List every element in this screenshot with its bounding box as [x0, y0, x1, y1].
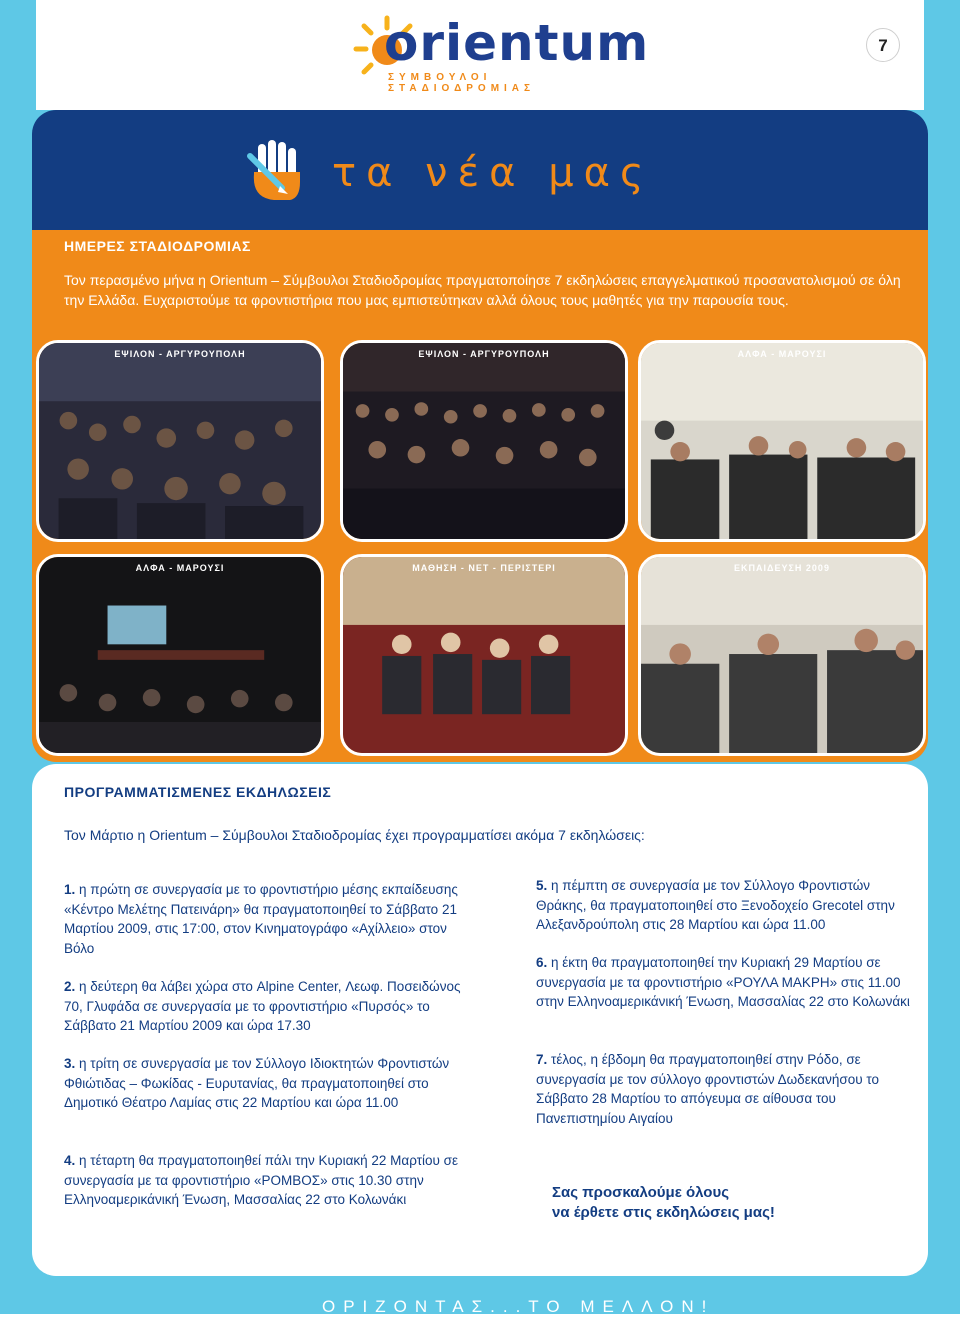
audience-photo [39, 557, 321, 753]
event-text: η έκτη θα πραγματοποιηθεί την Κυριακή 29 Μαρτίου σε συνεργασία με τα φροντιστήριο «ΡΟΥΛΑ ΜΑΚΡΗ» στις 11.00 στην Ελληνοαμερικάνική Ένωση, Μασσαλίας 22 στο Κολωνάκι [536, 955, 910, 1009]
event-text: η τρίτη σε συνεργασία με τον Σύλλογο Ιδιοκτητών Φροντιστών Φθιώτιδας – Φωκίδας - Ευρυτανίας, θα πραγματοποιηθεί στο Δημοτικό Θέατρο Λαμίας στις 22 Μαρτίου και ώρα 11.00 [64, 1056, 450, 1110]
event-item [64, 1151, 464, 1210]
page-number: 7 [866, 28, 900, 62]
section-intro: Τον περασμένο μήνα η Orientum – Σύμβουλοι Σταδιοδρομίας πραγματοποίησε 7 εκδηλώσεις επαγγελματικού προσανατολισμού σε όλη την Ελλάδα. Ευχαριστούμε τα φροντιστήρια που μας εμπιστεύτηκαν αλλά όλους τους μαθητές για την παρουσία τους. [64, 272, 901, 308]
hand-pencil-icon [244, 136, 308, 206]
invite-line: να έρθετε στις εκδηλώσεις μας! [552, 1204, 775, 1221]
photo-label: ΑΛΦΑ - ΜΑΡΟΥΣΙ [135, 563, 225, 573]
audience-photo [39, 343, 321, 539]
event-number: 3. [64, 1056, 76, 1071]
logo [300, 0, 650, 102]
event-item [64, 880, 474, 958]
event-photo [638, 340, 926, 542]
event-text: η δεύτερη θα λάβει χώρα στο Alpine Center, Λεωφ. Ποσειδώνος 70, Γλυφάδα σε συνεργασία με το φροντιστήριο «Πυρσός» το Σάββατο 21 Μαρτίου 2009 και ώρα 17.30 [64, 979, 461, 1033]
event-item [536, 953, 916, 1012]
event-text: η πρώτη σε συνεργασία με το φροντιστήριο μέσης εκπαίδευσης «Κέντρο Μελέτης Πατεινάρη» θα πραγματοποιηθεί το Σάββατο 21 Μαρτίου 2009, στις 17:00, στον Κινηματογράφο «Αχίλλειο» στον Βόλο [64, 882, 458, 956]
audience-photo [641, 557, 923, 753]
event-photo [638, 554, 926, 756]
event-photo [340, 340, 628, 542]
audience-photo [343, 343, 625, 539]
news-banner [32, 110, 928, 230]
logo-tagline: ΣΥΜΒΟΥΛΟΙ ΣΤΑΔΙΟΔΡΟΜΙΑΣ [388, 72, 536, 94]
news-title: τα νέα μας [332, 150, 654, 196]
invitation [552, 1183, 775, 1223]
event-photo [36, 340, 324, 542]
event-text: η πέμπτη σε συνεργασία με τον Σύλλογο Φροντιστών Θράκης, θα πραγματοποιηθεί στο Ξενοδοχείο Grecotel στην Αλεξανδρούπολη στις 28 Μαρτίου και ώρα 11.00 [536, 878, 895, 932]
logo-wordmark: orientum [384, 14, 650, 72]
event-number: 1. [64, 882, 76, 897]
event-number: 2. [64, 979, 76, 994]
event-photo [340, 554, 628, 756]
audience-photo [343, 557, 625, 753]
event-number: 7. [536, 1052, 548, 1067]
section-heading-scheduled: ΠΡΟΓΡΑΜΜΑΤΙΣΜΕΝΕΣ ΕΚΔΗΛΩΣΕΙΣ [64, 784, 332, 800]
scheduled-intro: Τον Μάρτιο η Orientum – Σύμβουλοι Σταδιοδρομίας έχει προγραμματίσει ακόμα 7 εκδηλώσεις: [64, 827, 645, 843]
photo-label: ΕΨΙΛΟΝ - ΑΡΓΥΡΟΥΠΟΛΗ [114, 349, 246, 359]
photo-label: ΕΨΙΛΟΝ - ΑΡΓΥΡΟΥΠΟΛΗ [418, 349, 550, 359]
event-item [536, 876, 916, 935]
event-item [64, 1054, 464, 1113]
event-text: η τέταρτη θα πραγματοποιηθεί πάλι την Κυριακή 22 Μαρτίου σε συνεργασία με τα φροντιστήριο «ΡΟΜΒΟΣ» στις 10.30 στην Ελληνοαμερικάνική Ένωση, Μασσαλίας 22 στο Κολωνάκι [64, 1153, 459, 1207]
photo-label: ΕΚΠΑΙΔΕΥΣΗ 2009 [734, 563, 830, 573]
event-text: τέλος, η έβδομη θα πραγματοποιηθεί στην Ρόδο, σε συνεργασία με τον σύλλογο φροντιστών Δωδεκανήσου το Σάββατο 28 Μαρτίου το απόγευμα σε αίθουσα του Πανεπιστημίου Αιγαίου [536, 1052, 879, 1126]
event-photo [36, 554, 324, 756]
audience-photo [641, 343, 923, 539]
event-number: 4. [64, 1153, 76, 1168]
event-number: 6. [536, 955, 548, 970]
event-number: 5. [536, 878, 548, 893]
photo-label: ΜΑΘΗΣΗ - ΝΕΤ - ΠΕΡΙΣΤΕΡΙ [412, 563, 556, 573]
event-item [536, 1050, 926, 1128]
invite-line: Σας προσκαλούμε όλους [552, 1184, 729, 1201]
section-heading-career-days: ΗΜΕΡΕΣ ΣΤΑΔΙΟΔΡΟΜΙΑΣ [64, 238, 251, 254]
footer-slogan: ΟΡΙΖΟΝΤΑΣ...ΤΟ ΜΕΛΛΟΝ! [322, 1297, 715, 1316]
event-item [64, 977, 464, 1036]
photo-label: ΑΛΦΑ - ΜΑΡΟΥΣΙ [737, 349, 827, 359]
